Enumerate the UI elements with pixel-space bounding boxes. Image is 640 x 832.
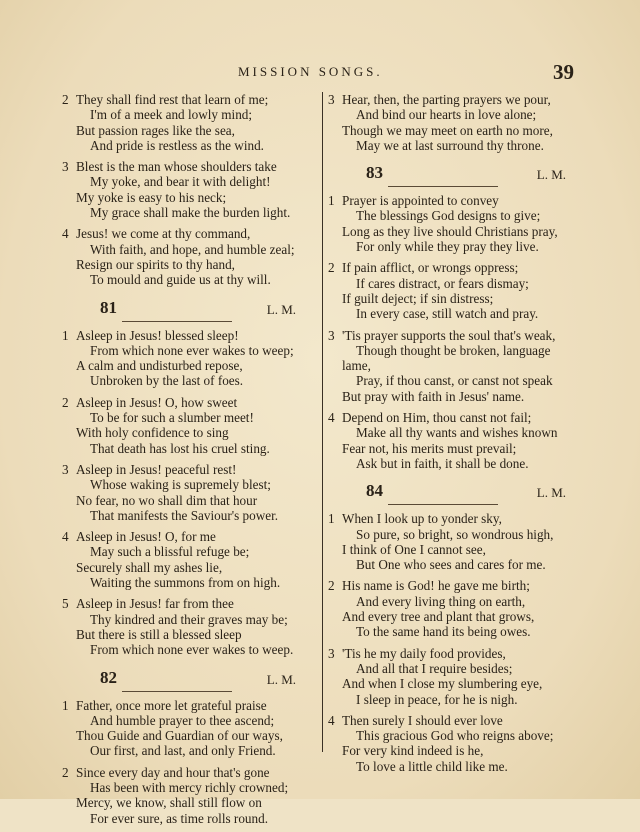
- verse-line: If guilt deject; if sin distress;: [342, 290, 494, 306]
- stanza-number: 1: [62, 327, 69, 343]
- verse-line: Ask but in faith, it shall be done.: [356, 455, 529, 471]
- verse-line: But there is still a blessed sleep: [76, 626, 242, 642]
- verse-line: My grace shall make the burden light.: [90, 205, 291, 221]
- stanza-number: 3: [62, 461, 69, 477]
- stanza: [62, 92, 320, 153]
- stanza-number: 3: [62, 159, 69, 175]
- verse-line: Prayer is appointed to convey: [342, 193, 499, 209]
- stanza-number: 3: [328, 327, 335, 343]
- hymn-heading: [328, 165, 590, 187]
- verse-line: Make all thy wants and wishes known: [356, 425, 558, 441]
- page-number: 39: [553, 60, 574, 84]
- verse-line: His name is God! he gave me birth;: [342, 578, 530, 594]
- running-title: MISSION SONGS.: [238, 64, 383, 79]
- stanza: [328, 646, 590, 707]
- hymn-meter: L. M.: [536, 167, 566, 183]
- heading-rule: [388, 186, 498, 187]
- verse-line: Asleep in Jesus! O, how sweet: [76, 394, 238, 410]
- verse-line: May we at last surround thy throne.: [356, 137, 544, 153]
- verse-line: Then surely I should ever love: [342, 712, 503, 728]
- verse-line: Though thought be broken, language: [356, 342, 551, 358]
- hymn-heading: [62, 667, 320, 692]
- verse-line: Waiting the summons from on high.: [90, 575, 281, 591]
- verse-line: No fear, no wo shall dim that hour: [76, 492, 258, 508]
- stanza: [328, 260, 590, 321]
- stanza-number: 4: [62, 529, 69, 545]
- verse-line: But pray with faith in Jesus' name.: [342, 388, 525, 404]
- hymn-meter: L. M.: [266, 671, 296, 687]
- verse-line: With faith, and hope, and humble zeal;: [90, 241, 295, 257]
- verse-line: I think of One I cannot see,: [342, 541, 486, 557]
- stanza-number: 4: [328, 712, 335, 728]
- verse-line: To the same hand its being owes.: [356, 624, 531, 640]
- stanza: [62, 226, 320, 287]
- heading-rule: [388, 504, 498, 505]
- verse-line: And humble prayer to thee ascend;: [90, 712, 275, 728]
- verse-line: Whose waking is supremely blest;: [90, 477, 271, 493]
- left-column: [62, 92, 320, 832]
- verse-line: If cares distract, or fears dismay;: [356, 275, 529, 291]
- verse-line: Thou Guide and Guardian of our ways,: [76, 728, 283, 744]
- hymn-number: 81: [100, 297, 117, 317]
- verse-line: But passion rages like the sea,: [76, 122, 235, 138]
- verse-line: Pray, if thou canst, or canst not speak: [356, 373, 553, 389]
- stanza: [328, 92, 590, 153]
- verse-line: When I look up to yonder sky,: [342, 511, 502, 527]
- verse-line: Asleep in Jesus! O, for me: [76, 529, 216, 545]
- stanza: [328, 193, 590, 254]
- verse-line: Has been with mercy richly crowned;: [90, 779, 289, 795]
- stanza-number: 4: [62, 226, 69, 242]
- stanza: [328, 410, 590, 471]
- verse-line: The blessings God designs to give;: [356, 208, 541, 224]
- stanza-number: 1: [328, 193, 335, 209]
- verse-line: My yoke is easy to his neck;: [76, 189, 227, 205]
- verse-line: And every living thing on earth,: [356, 593, 526, 609]
- verse-line: Our first, and last, and only Friend.: [90, 743, 276, 759]
- verse-line: Depend on Him, thou canst not fail;: [342, 410, 532, 426]
- stanza: [328, 713, 590, 774]
- hymn-number: 82: [100, 667, 117, 687]
- column-divider: [322, 92, 323, 752]
- right-column: [328, 92, 590, 780]
- verse-line: And bind our hearts in love alone;: [356, 107, 537, 123]
- verse-line: But One who sees and cares for me.: [356, 557, 546, 573]
- hymn-meter: L. M.: [536, 485, 566, 501]
- stanza-number: 3: [328, 92, 335, 107]
- stanza-number: 2: [328, 260, 335, 276]
- stanza-number: 3: [328, 645, 335, 661]
- verse-line: 'Tis he my daily food provides,: [342, 645, 506, 661]
- verse-line: With holy confidence to sing: [76, 425, 229, 441]
- verse-line: My yoke, and bear it with delight!: [90, 174, 271, 190]
- verse-line: Father, once more let grateful praise: [76, 697, 267, 713]
- verse-line: Mercy, we know, shall still flow on: [76, 795, 262, 811]
- verse-line: And all that I require besides;: [356, 660, 513, 676]
- hymn-number: 84: [366, 481, 383, 501]
- verse-line: I'm of a meek and lowly mind;: [90, 107, 253, 123]
- hymn-heading: [328, 483, 590, 505]
- verse-line: Long as they live should Christians pray,: [342, 223, 558, 239]
- stanza: [328, 578, 590, 639]
- verse-line: Jesus! we come at thy command,: [76, 226, 251, 242]
- verse-line: Hear, then, the parting prayers we pour,: [342, 92, 551, 107]
- verse-line: Asleep in Jesus! peaceful rest!: [76, 461, 237, 477]
- verse-line: Asleep in Jesus! far from thee: [76, 596, 234, 612]
- verse-line: This gracious God who reigns above;: [356, 728, 554, 744]
- stanza: [328, 328, 590, 404]
- stanza-number: 2: [62, 764, 69, 780]
- verse-line: A calm and undisturbed repose,: [76, 358, 243, 374]
- verse-line: 'Tis prayer supports the soul that's weak,: [342, 327, 556, 343]
- stanza-number: 4: [328, 410, 335, 426]
- stanza: [62, 529, 320, 590]
- verse-line: Asleep in Jesus! blessed sleep!: [76, 327, 239, 343]
- verse-line: And when I close my slumbering eye,: [342, 676, 543, 692]
- verse-line: Since every day and hour that's gone: [76, 764, 270, 780]
- verse-line: For very kind indeed is he,: [342, 743, 484, 759]
- verse-line: For ever sure, as time rolls round.: [90, 810, 268, 826]
- stanza-number: 2: [328, 578, 335, 594]
- verse-line: To mould and guide us at thy will.: [90, 272, 271, 288]
- stanza-number: 2: [62, 92, 69, 107]
- verse-line: And every tree and plant that grows,: [342, 609, 535, 625]
- verse-line: I sleep in peace, for he is nigh.: [356, 691, 518, 707]
- heading-rule: [122, 691, 232, 692]
- stanza: [62, 596, 320, 657]
- verse-line: Though we may meet on earth no more,: [342, 122, 553, 138]
- stanza: [62, 462, 320, 523]
- verse-line: And pride is restless as the wind.: [90, 137, 264, 153]
- verse-line: From which none ever wakes to weep;: [90, 342, 294, 358]
- stanza: [328, 511, 590, 572]
- page-header: [0, 60, 640, 84]
- verse-line: Blest is the man whose shoulders take: [76, 159, 277, 175]
- verse-line: Resign our spirits to thy hand,: [76, 256, 235, 272]
- verse-line: Securely shall my ashes lie,: [76, 559, 223, 575]
- verse-line: lame,: [342, 358, 371, 374]
- stanza-number: 1: [328, 511, 335, 527]
- stanza: [62, 765, 320, 826]
- stanza: [62, 328, 320, 389]
- verse-line: May such a blissful refuge be;: [90, 544, 250, 560]
- heading-rule: [122, 321, 232, 322]
- verse-line: That death has lost his cruel sting.: [90, 440, 270, 456]
- stanza: [62, 395, 320, 456]
- verse-line: So pure, so bright, so wondrous high,: [356, 526, 554, 542]
- verse-line: Thy kindred and their graves may be;: [90, 611, 288, 627]
- verse-line: From which none ever wakes to weep.: [90, 642, 294, 658]
- stanza: [62, 698, 320, 759]
- verse-line: For only while they pray they live.: [356, 239, 539, 255]
- verse-line: In every case, still watch and pray.: [356, 306, 539, 322]
- verse-line: They shall find rest that learn of me;: [76, 92, 269, 107]
- stanza: [62, 159, 320, 220]
- verse-line: That manifests the Saviour's power.: [90, 507, 279, 523]
- verse-line: Fear not, his merits must prevail;: [342, 440, 517, 456]
- stanza-number: 2: [62, 394, 69, 410]
- stanza-number: 5: [62, 596, 69, 612]
- hymn-number: 83: [366, 163, 383, 183]
- hymn-meter: L. M.: [266, 301, 296, 317]
- hymn-heading: [62, 297, 320, 322]
- stanza-number: 1: [62, 697, 69, 713]
- verse-line: To love a little child like me.: [356, 758, 508, 774]
- verse-line: If pain afflict, or wrongs oppress;: [342, 260, 519, 276]
- verse-line: To be for such a slumber meet!: [90, 410, 254, 426]
- verse-line: Unbroken by the last of foes.: [90, 373, 244, 389]
